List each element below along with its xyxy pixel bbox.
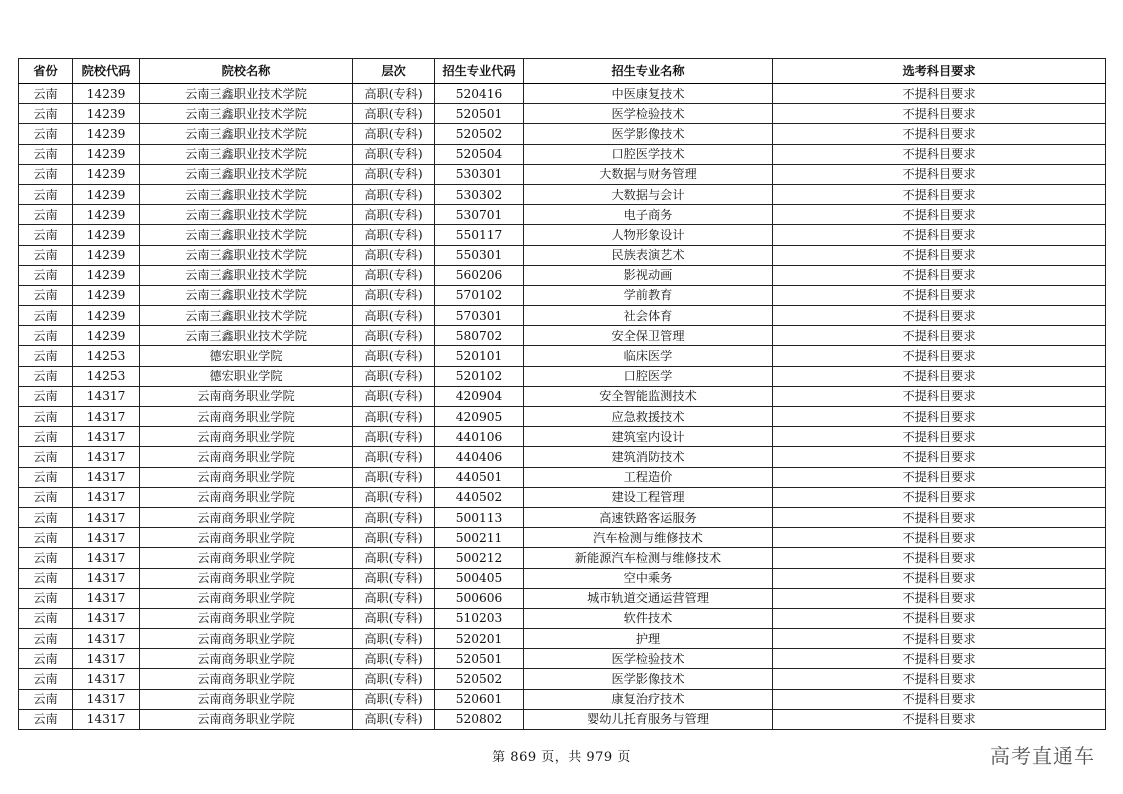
cell-subject-requirement: 不提科目要求 [773, 225, 1106, 245]
cell-school-name: 云南三鑫职业技术学院 [140, 104, 353, 124]
cell-province: 云南 [19, 649, 73, 669]
cell-major-name: 民族表演艺术 [524, 245, 773, 265]
cell-school-code: 14239 [73, 205, 140, 225]
cell-level: 高职(专科) [353, 346, 435, 366]
cell-school-code: 14253 [73, 366, 140, 386]
cell-school-code: 14317 [73, 689, 140, 709]
cell-major-code: 570102 [435, 285, 524, 305]
cell-school-name: 云南商务职业学院 [140, 608, 353, 628]
cell-major-code: 550117 [435, 225, 524, 245]
cell-major-name: 空中乘务 [524, 568, 773, 588]
table-row [19, 265, 1106, 285]
cell-school-name: 云南三鑫职业技术学院 [140, 84, 353, 104]
cell-school-code: 14239 [73, 164, 140, 184]
table-row [19, 326, 1106, 346]
cell-major-name: 建筑消防技术 [524, 447, 773, 467]
cell-major-code: 530301 [435, 164, 524, 184]
cell-school-name: 云南三鑫职业技术学院 [140, 164, 353, 184]
cell-level: 高职(专科) [353, 124, 435, 144]
cell-school-code: 14239 [73, 285, 140, 305]
table-row [19, 346, 1106, 366]
cell-province: 云南 [19, 548, 73, 568]
cell-school-code: 14317 [73, 407, 140, 427]
table-row [19, 184, 1106, 204]
cell-major-code: 550301 [435, 245, 524, 265]
table-row [19, 548, 1106, 568]
cell-province: 云南 [19, 427, 73, 447]
cell-level: 高职(专科) [353, 709, 435, 729]
cell-major-name: 康复治疗技术 [524, 689, 773, 709]
table-row [19, 407, 1106, 427]
cell-school-name: 云南三鑫职业技术学院 [140, 225, 353, 245]
cell-subject-requirement: 不提科目要求 [773, 124, 1106, 144]
cell-major-code: 580702 [435, 326, 524, 346]
cell-subject-requirement: 不提科目要求 [773, 669, 1106, 689]
cell-province: 云南 [19, 608, 73, 628]
cell-major-name: 社会体育 [524, 306, 773, 326]
cell-subject-requirement: 不提科目要求 [773, 306, 1106, 326]
cell-major-name: 软件技术 [524, 608, 773, 628]
cell-province: 云南 [19, 205, 73, 225]
cell-level: 高职(专科) [353, 507, 435, 527]
cell-province: 云南 [19, 588, 73, 608]
cell-school-code: 14239 [73, 184, 140, 204]
cell-level: 高职(专科) [353, 225, 435, 245]
cell-school-name: 德宏职业学院 [140, 366, 353, 386]
cell-school-code: 14239 [73, 104, 140, 124]
cell-major-name: 电子商务 [524, 205, 773, 225]
header-subject-requirement: 选考科目要求 [773, 59, 1106, 84]
table-row [19, 104, 1106, 124]
admission-table [18, 58, 1106, 730]
table-row [19, 689, 1106, 709]
cell-province: 云南 [19, 225, 73, 245]
cell-level: 高职(专科) [353, 245, 435, 265]
cell-major-code: 510203 [435, 608, 524, 628]
cell-major-name: 临床医学 [524, 346, 773, 366]
cell-major-code: 520802 [435, 709, 524, 729]
cell-major-name: 医学影像技术 [524, 124, 773, 144]
cell-level: 高职(专科) [353, 669, 435, 689]
cell-major-name: 安全保卫管理 [524, 326, 773, 346]
cell-school-code: 14239 [73, 225, 140, 245]
cell-province: 云南 [19, 467, 73, 487]
table-row [19, 225, 1106, 245]
cell-level: 高职(专科) [353, 487, 435, 507]
cell-level: 高职(专科) [353, 306, 435, 326]
header-major-code: 招生专业代码 [435, 59, 524, 84]
header-school-name: 院校名称 [140, 59, 353, 84]
cell-school-name: 云南三鑫职业技术学院 [140, 285, 353, 305]
cell-level: 高职(专科) [353, 528, 435, 548]
cell-subject-requirement: 不提科目要求 [773, 184, 1106, 204]
cell-major-name: 汽车检测与维修技术 [524, 528, 773, 548]
table-row [19, 629, 1106, 649]
cell-level: 高职(专科) [353, 104, 435, 124]
cell-school-code: 14317 [73, 528, 140, 548]
cell-province: 云南 [19, 689, 73, 709]
cell-subject-requirement: 不提科目要求 [773, 265, 1106, 285]
cell-school-name: 德宏职业学院 [140, 346, 353, 366]
table-row [19, 144, 1106, 164]
cell-school-name: 云南三鑫职业技术学院 [140, 326, 353, 346]
cell-school-code: 14239 [73, 124, 140, 144]
cell-level: 高职(专科) [353, 649, 435, 669]
cell-school-name: 云南商务职业学院 [140, 649, 353, 669]
cell-school-name: 云南商务职业学院 [140, 568, 353, 588]
cell-school-name: 云南商务职业学院 [140, 629, 353, 649]
cell-major-name: 大数据与财务管理 [524, 164, 773, 184]
cell-major-code: 500211 [435, 528, 524, 548]
cell-level: 高职(专科) [353, 447, 435, 467]
table-row [19, 649, 1106, 669]
cell-major-code: 440501 [435, 467, 524, 487]
cell-major-name: 医学影像技术 [524, 669, 773, 689]
cell-subject-requirement: 不提科目要求 [773, 548, 1106, 568]
cell-major-code: 520501 [435, 104, 524, 124]
table-row [19, 84, 1106, 104]
cell-school-code: 14317 [73, 669, 140, 689]
table-body [19, 84, 1106, 730]
cell-school-name: 云南三鑫职业技术学院 [140, 144, 353, 164]
cell-subject-requirement: 不提科目要求 [773, 144, 1106, 164]
cell-school-name: 云南商务职业学院 [140, 467, 353, 487]
cell-province: 云南 [19, 164, 73, 184]
cell-level: 高职(专科) [353, 84, 435, 104]
cell-school-code: 14239 [73, 144, 140, 164]
cell-level: 高职(专科) [353, 629, 435, 649]
cell-province: 云南 [19, 124, 73, 144]
table-row [19, 467, 1106, 487]
cell-school-code: 14317 [73, 487, 140, 507]
cell-province: 云南 [19, 528, 73, 548]
cell-province: 云南 [19, 326, 73, 346]
cell-subject-requirement: 不提科目要求 [773, 649, 1106, 669]
cell-major-name: 婴幼儿托育服务与管理 [524, 709, 773, 729]
cell-major-code: 500405 [435, 568, 524, 588]
cell-school-code: 14317 [73, 507, 140, 527]
cell-subject-requirement: 不提科目要求 [773, 507, 1106, 527]
cell-subject-requirement: 不提科目要求 [773, 346, 1106, 366]
cell-province: 云南 [19, 568, 73, 588]
header-school-code: 院校代码 [73, 59, 140, 84]
table-row [19, 164, 1106, 184]
cell-subject-requirement: 不提科目要求 [773, 205, 1106, 225]
cell-major-name: 口腔医学技术 [524, 144, 773, 164]
cell-major-name: 城市轨道交通运营管理 [524, 588, 773, 608]
cell-major-name: 护理 [524, 629, 773, 649]
cell-major-name: 大数据与会计 [524, 184, 773, 204]
cell-school-code: 14317 [73, 386, 140, 406]
cell-subject-requirement: 不提科目要求 [773, 568, 1106, 588]
table-row [19, 608, 1106, 628]
cell-major-code: 570301 [435, 306, 524, 326]
cell-level: 高职(专科) [353, 588, 435, 608]
table-row [19, 447, 1106, 467]
cell-level: 高职(专科) [353, 548, 435, 568]
cell-major-code: 440106 [435, 427, 524, 447]
cell-subject-requirement: 不提科目要求 [773, 467, 1106, 487]
watermark-logo-text: 高考直通车 [990, 744, 1095, 768]
cell-major-name: 建筑室内设计 [524, 427, 773, 447]
cell-school-name: 云南三鑫职业技术学院 [140, 306, 353, 326]
cell-province: 云南 [19, 629, 73, 649]
cell-major-name: 建设工程管理 [524, 487, 773, 507]
cell-level: 高职(专科) [353, 427, 435, 447]
cell-school-code: 14317 [73, 427, 140, 447]
cell-school-code: 14239 [73, 265, 140, 285]
cell-subject-requirement: 不提科目要求 [773, 709, 1106, 729]
cell-school-code: 14253 [73, 346, 140, 366]
cell-province: 云南 [19, 84, 73, 104]
cell-school-name: 云南商务职业学院 [140, 528, 353, 548]
table-row [19, 306, 1106, 326]
cell-subject-requirement: 不提科目要求 [773, 326, 1106, 346]
cell-level: 高职(专科) [353, 568, 435, 588]
cell-subject-requirement: 不提科目要求 [773, 366, 1106, 386]
header-province: 省份 [19, 59, 73, 84]
cell-major-code: 520102 [435, 366, 524, 386]
cell-school-code: 14317 [73, 629, 140, 649]
cell-subject-requirement: 不提科目要求 [773, 487, 1106, 507]
table-row [19, 528, 1106, 548]
cell-major-name: 安全智能监测技术 [524, 386, 773, 406]
header-major-name: 招生专业名称 [524, 59, 773, 84]
page-number: 第 869 页，共 979 页 [492, 750, 631, 765]
header-row [19, 59, 1106, 84]
cell-major-name: 新能源汽车检测与维修技术 [524, 548, 773, 568]
cell-school-code: 14317 [73, 588, 140, 608]
cell-subject-requirement: 不提科目要求 [773, 427, 1106, 447]
cell-level: 高职(专科) [353, 386, 435, 406]
cell-level: 高职(专科) [353, 467, 435, 487]
cell-major-code: 520416 [435, 84, 524, 104]
cell-province: 云南 [19, 447, 73, 467]
cell-major-name: 学前教育 [524, 285, 773, 305]
cell-major-name: 高速铁路客运服务 [524, 507, 773, 527]
cell-subject-requirement: 不提科目要求 [773, 629, 1106, 649]
cell-school-name: 云南三鑫职业技术学院 [140, 205, 353, 225]
cell-major-code: 500113 [435, 507, 524, 527]
cell-major-code: 500212 [435, 548, 524, 568]
cell-major-code: 420904 [435, 386, 524, 406]
cell-major-name: 口腔医学 [524, 366, 773, 386]
cell-province: 云南 [19, 265, 73, 285]
cell-school-name: 云南商务职业学院 [140, 447, 353, 467]
cell-subject-requirement: 不提科目要求 [773, 104, 1106, 124]
table-row [19, 427, 1106, 447]
cell-subject-requirement: 不提科目要求 [773, 689, 1106, 709]
cell-school-code: 14317 [73, 568, 140, 588]
cell-major-name: 中医康复技术 [524, 84, 773, 104]
cell-subject-requirement: 不提科目要求 [773, 608, 1106, 628]
cell-major-code: 420905 [435, 407, 524, 427]
cell-subject-requirement: 不提科目要求 [773, 528, 1106, 548]
cell-province: 云南 [19, 386, 73, 406]
cell-province: 云南 [19, 285, 73, 305]
cell-school-name: 云南三鑫职业技术学院 [140, 124, 353, 144]
cell-major-code: 560206 [435, 265, 524, 285]
table-row [19, 507, 1106, 527]
cell-school-code: 14239 [73, 306, 140, 326]
cell-school-name: 云南商务职业学院 [140, 427, 353, 447]
cell-major-code: 530302 [435, 184, 524, 204]
cell-level: 高职(专科) [353, 407, 435, 427]
cell-major-code: 500606 [435, 588, 524, 608]
cell-school-name: 云南商务职业学院 [140, 548, 353, 568]
cell-major-code: 440502 [435, 487, 524, 507]
cell-subject-requirement: 不提科目要求 [773, 245, 1106, 265]
cell-school-name: 云南商务职业学院 [140, 669, 353, 689]
cell-level: 高职(专科) [353, 144, 435, 164]
cell-level: 高职(专科) [353, 164, 435, 184]
cell-subject-requirement: 不提科目要求 [773, 84, 1106, 104]
cell-province: 云南 [19, 669, 73, 689]
cell-province: 云南 [19, 184, 73, 204]
cell-school-code: 14317 [73, 447, 140, 467]
table-row [19, 366, 1106, 386]
cell-level: 高职(专科) [353, 265, 435, 285]
cell-subject-requirement: 不提科目要求 [773, 285, 1106, 305]
cell-major-name: 工程造价 [524, 467, 773, 487]
table-row [19, 487, 1106, 507]
table-row [19, 386, 1106, 406]
cell-level: 高职(专科) [353, 205, 435, 225]
cell-subject-requirement: 不提科目要求 [773, 588, 1106, 608]
cell-province: 云南 [19, 407, 73, 427]
table-row [19, 205, 1106, 225]
cell-level: 高职(专科) [353, 285, 435, 305]
cell-subject-requirement: 不提科目要求 [773, 447, 1106, 467]
cell-school-name: 云南商务职业学院 [140, 507, 353, 527]
cell-province: 云南 [19, 346, 73, 366]
cell-school-code: 14317 [73, 467, 140, 487]
cell-school-name: 云南三鑫职业技术学院 [140, 245, 353, 265]
cell-level: 高职(专科) [353, 608, 435, 628]
cell-school-code: 14239 [73, 84, 140, 104]
cell-major-code: 520601 [435, 689, 524, 709]
cell-level: 高职(专科) [353, 184, 435, 204]
cell-major-code: 520502 [435, 124, 524, 144]
table-row [19, 124, 1106, 144]
cell-major-name: 影视动画 [524, 265, 773, 285]
cell-major-name: 应急救援技术 [524, 407, 773, 427]
cell-province: 云南 [19, 306, 73, 326]
cell-major-name: 医学检验技术 [524, 104, 773, 124]
cell-school-name: 云南商务职业学院 [140, 487, 353, 507]
cell-subject-requirement: 不提科目要求 [773, 164, 1106, 184]
cell-school-name: 云南商务职业学院 [140, 588, 353, 608]
cell-province: 云南 [19, 487, 73, 507]
cell-school-name: 云南商务职业学院 [140, 689, 353, 709]
cell-province: 云南 [19, 245, 73, 265]
table-row [19, 285, 1106, 305]
table-row [19, 245, 1106, 265]
cell-province: 云南 [19, 709, 73, 729]
cell-school-name: 云南商务职业学院 [140, 386, 353, 406]
cell-province: 云南 [19, 507, 73, 527]
table-row [19, 568, 1106, 588]
cell-province: 云南 [19, 366, 73, 386]
cell-major-name: 医学检验技术 [524, 649, 773, 669]
cell-major-code: 520201 [435, 629, 524, 649]
cell-province: 云南 [19, 104, 73, 124]
cell-school-code: 14317 [73, 608, 140, 628]
cell-subject-requirement: 不提科目要求 [773, 386, 1106, 406]
cell-major-code: 520504 [435, 144, 524, 164]
cell-school-name: 云南三鑫职业技术学院 [140, 265, 353, 285]
cell-major-code: 440406 [435, 447, 524, 467]
cell-level: 高职(专科) [353, 689, 435, 709]
cell-subject-requirement: 不提科目要求 [773, 407, 1106, 427]
cell-major-code: 530701 [435, 205, 524, 225]
cell-school-code: 14317 [73, 709, 140, 729]
table-row [19, 709, 1106, 729]
cell-school-name: 云南商务职业学院 [140, 709, 353, 729]
table-row [19, 669, 1106, 689]
cell-school-code: 14239 [73, 326, 140, 346]
cell-school-code: 14239 [73, 245, 140, 265]
header-level: 层次 [353, 59, 435, 84]
cell-major-code: 520101 [435, 346, 524, 366]
cell-school-name: 云南三鑫职业技术学院 [140, 184, 353, 204]
table-row [19, 588, 1106, 608]
cell-major-name: 人物形象设计 [524, 225, 773, 245]
cell-school-code: 14317 [73, 649, 140, 669]
cell-province: 云南 [19, 144, 73, 164]
cell-school-code: 14317 [73, 548, 140, 568]
cell-major-code: 520502 [435, 669, 524, 689]
cell-major-code: 520501 [435, 649, 524, 669]
cell-level: 高职(专科) [353, 326, 435, 346]
cell-level: 高职(专科) [353, 366, 435, 386]
cell-school-name: 云南商务职业学院 [140, 407, 353, 427]
